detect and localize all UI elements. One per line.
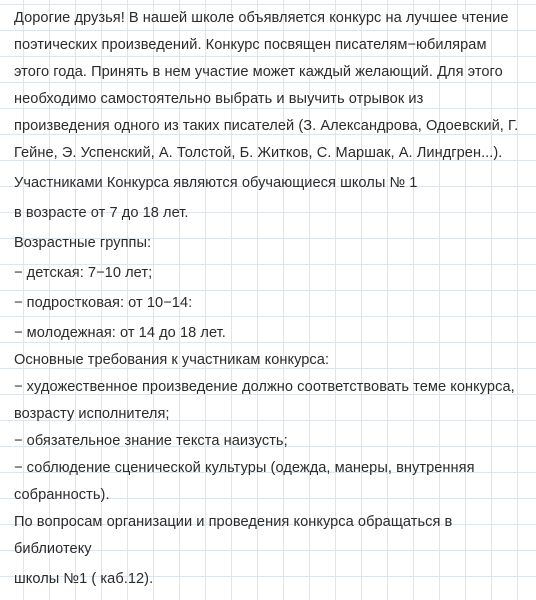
contact-line-1: По вопросам организации и проведения конкурса обращаться в: [14, 514, 453, 530]
requirement-2: − обязательное знание текста наизусть;: [14, 433, 288, 449]
age-groups-heading: Возрастные группы:: [14, 235, 152, 251]
requirement-1-line-1: − художественное произведение должно соответствовать теме конкурса,: [14, 379, 515, 395]
paragraph-line-2: поэтических произведений. Конкурс посвящен писателям−юбилярам: [14, 37, 487, 53]
requirements-heading: Основные требования к участникам конкурса:: [14, 352, 330, 368]
paragraph-line-5: произведения одного из таких писателей (З. Александрова, Одоевский, Г.: [14, 118, 519, 134]
paragraph-line-1: Дорогие друзья! В нашей школе объявляется конкурс на лучшее чтение: [14, 10, 509, 26]
paragraph-line-6: Гейне, Э. Успенский, А. Толстой, Б. Житков, С. Маршак, А. Линдгрен...).: [14, 145, 503, 161]
age-group-teen: − подростковая: от 10−14:: [14, 295, 193, 311]
contact-line-3: школы №1 ( каб.12).: [14, 571, 154, 587]
participants-line: Участниками Конкурса являются обучающиеся школы № 1: [14, 175, 418, 191]
age-range-line: в возрасте от 7 до 18 лет.: [14, 205, 189, 221]
age-group-children: − детская: 7−10 лет;: [14, 265, 153, 281]
requirement-3-line-2: собранность).: [14, 487, 110, 503]
requirement-3-line-1: − соблюдение сценической культуры (одежда, манеры, внутренняя: [14, 460, 475, 476]
paragraph-line-4: необходимо самостоятельно выбрать и выучить отрывок из: [14, 91, 424, 107]
document-body: [14, 5, 529, 593]
contact-line-2: библиотеку: [14, 541, 92, 557]
requirement-1-line-2: возрасту исполнителя;: [14, 406, 170, 422]
age-group-youth: − молодежная: от 14 до 18 лет.: [14, 325, 226, 341]
paragraph-line-3: этого года. Принять в нем участие может каждый желающий. Для этого: [14, 64, 503, 80]
